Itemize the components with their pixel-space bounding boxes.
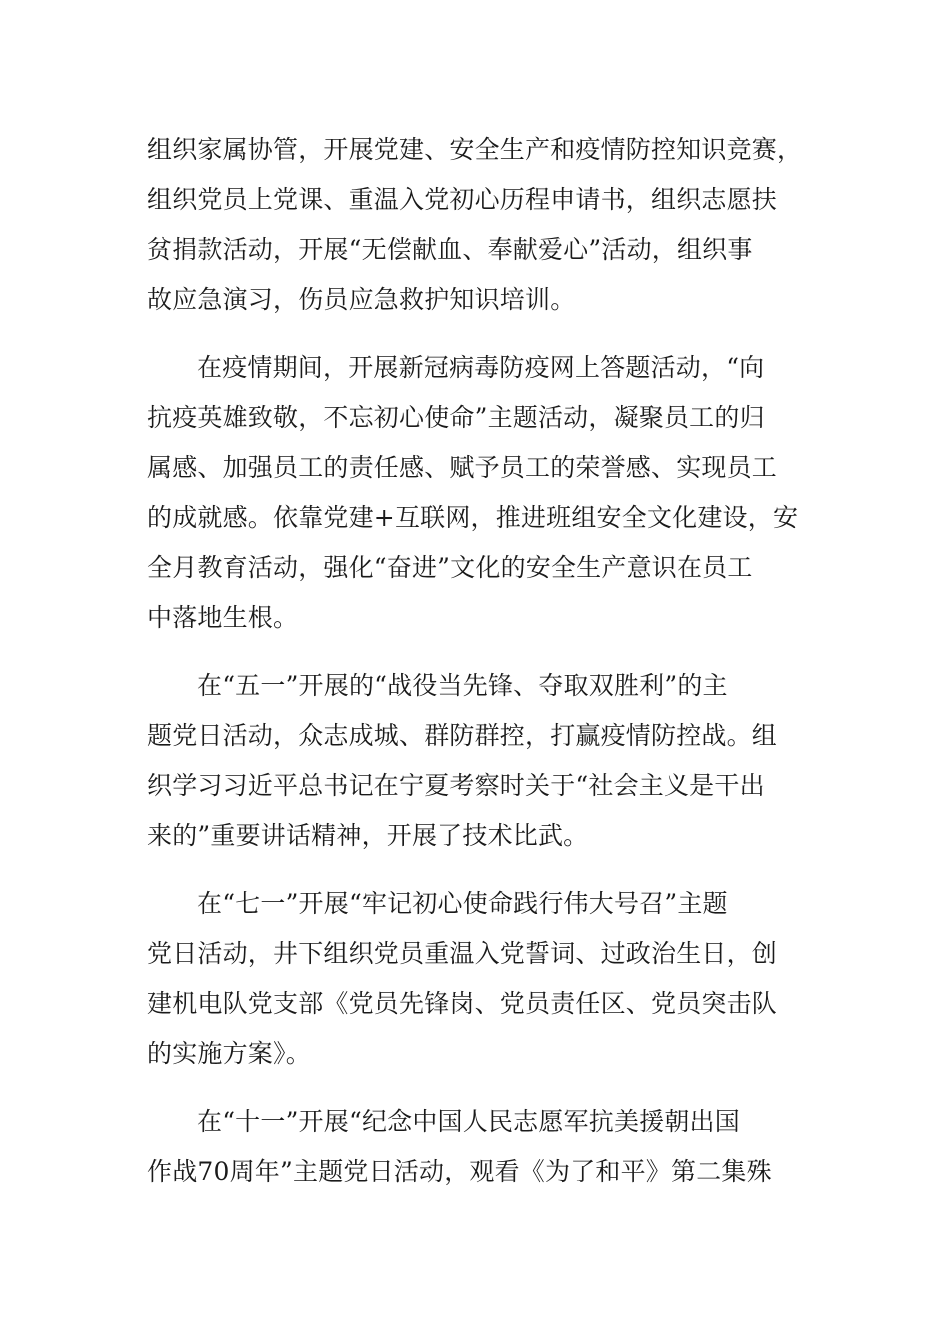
paragraph-4-line-4: 的实施方案》。: [147, 1039, 311, 1068]
paragraph-5-line-2: 作战70周年”主题党日活动，观看《为了和平》第二集殊: [147, 1157, 772, 1186]
paragraph-2-line-3: 属感、加强员工的责任感、赋予员工的荣誉感、实现员工: [147, 453, 778, 482]
paragraph-4-line-2: 党日活动，井下组织党员重温入党誓词、过政治生日，创: [147, 939, 778, 968]
paragraph-2-line-1: 在疫情期间，开展新冠病毒防疫网上答题活动，“向: [197, 353, 765, 382]
paragraph-1-line-2: 组织党员上党课、重温入党初心历程申请书，组织志愿扶: [147, 185, 778, 214]
paragraph-2-line-2: 抗疫英雄致敬，不忘初心使命”主题活动，凝聚员工的归: [147, 403, 765, 432]
paragraph-2-line-6: 中落地生根。: [147, 603, 299, 632]
paragraph-2-line-5: 全月教育活动，强化“奋进”文化的安全生产意识在员工: [147, 553, 753, 582]
paragraph-1-line-3: 贫捐款活动，开展“无偿献血、奉献爱心”活动，组织事: [147, 235, 753, 264]
paragraph-3-line-2: 题党日活动，众志成城、群防群控，打赢疫情防控战。组: [147, 721, 778, 750]
paragraph-1-line-1: 组织家属协管，开展党建、安全生产和疫情防控知识竞赛，: [147, 135, 803, 164]
paragraph-3-line-4: 来的”重要讲话精神，开展了技术比武。: [147, 821, 589, 850]
paragraph-4-line-1: 在“七一”开展“牢记初心使命践行伟大号召”主题: [197, 889, 728, 918]
paragraph-1-line-4: 故应急演习，伤员应急救护知识培训。: [147, 285, 576, 314]
paragraph-3-line-1: 在“五一”开展的“战役当先锋、夺取双胜利”的主: [197, 671, 728, 700]
paragraph-5-line-1: 在“十一”开展“纪念中国人民志愿军抗美援朝出国: [197, 1107, 740, 1136]
paragraph-2-line-4: 的成就感。依靠党建+互联网，推进班组安全文化建设，安: [147, 503, 799, 532]
paragraph-4-line-3: 建机电队党支部《党员先锋岗、党员责任区、党员突击队: [147, 989, 778, 1018]
paragraph-3-line-3: 织学习习近平总书记在宁夏考察时关于“社会主义是干出: [147, 771, 765, 800]
